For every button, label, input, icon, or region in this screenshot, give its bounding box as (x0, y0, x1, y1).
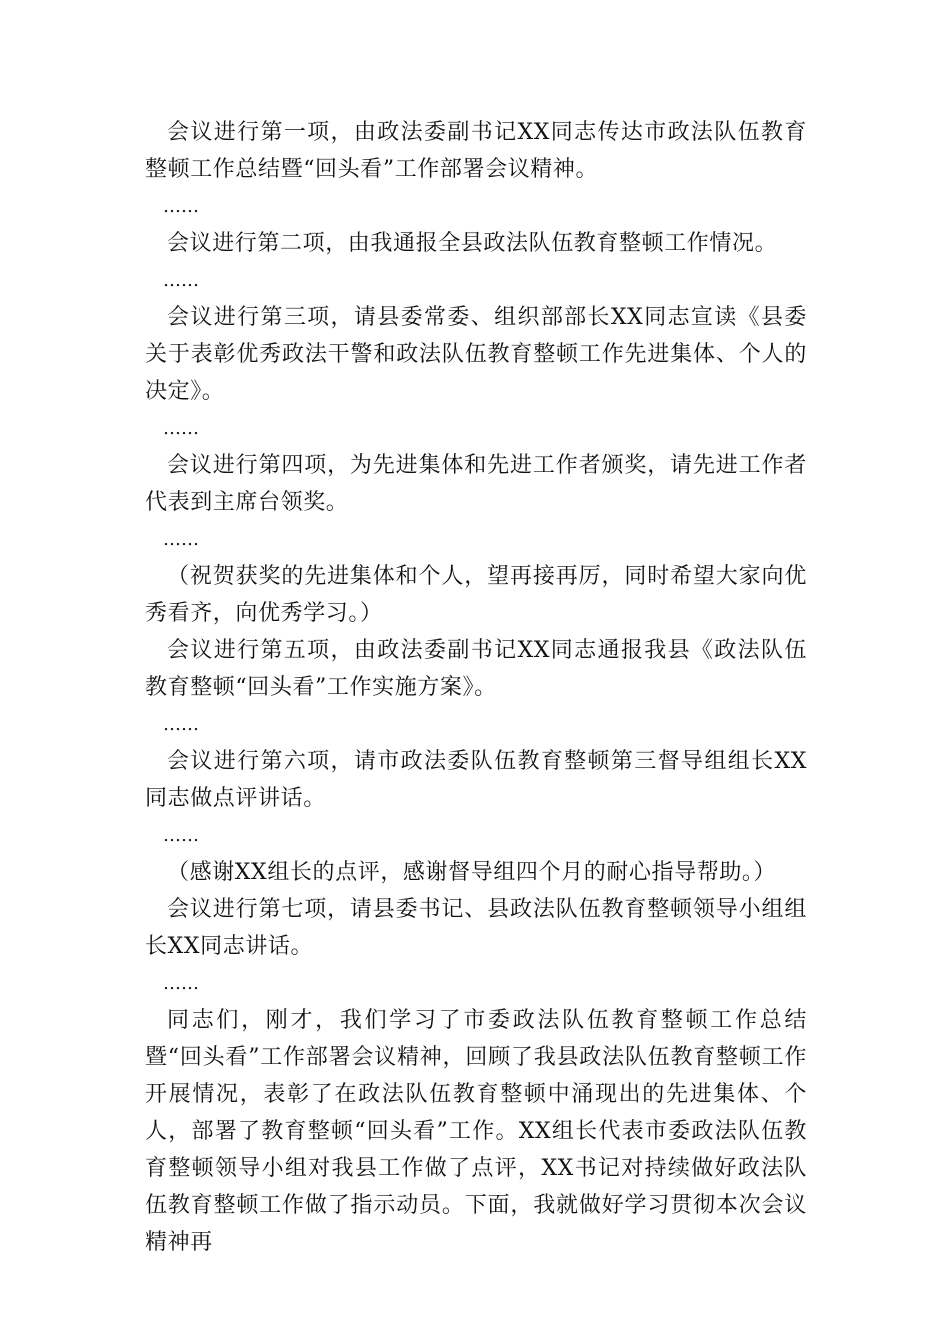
paragraph-item-3: 会议进行第三项，请县委常委、组织部部长XX同志宣读《县委关于表彰优秀政法干警和政法队伍教育整顿工作先进集体、个人的决定》。 (145, 305, 807, 404)
note-paragraph-thanks: （感谢XX组长的点评，感谢督导组四个月的耐心指导帮助。） (167, 860, 777, 885)
ellipsis-line: …… (163, 196, 199, 217)
paragraph-item-1: 会议进行第一项，由政法委副书记XX同志传达市政法队伍教育整顿工作总结暨“回头看”工作部署会议精神。 (145, 120, 807, 182)
paragraph-item-6: 会议进行第六项，请市政法委队伍教育整顿第三督导组组长XX同志做点评讲话。 (145, 749, 807, 811)
ellipsis-line: …… (163, 714, 199, 735)
ellipsis-line: …… (163, 825, 199, 846)
document-body (145, 114, 807, 1261)
paragraph-item-4: 会议进行第四项，为先进集体和先进工作者颁奖，请先进工作者代表到主席台领奖。 (145, 453, 807, 515)
ellipsis-line: …… (163, 270, 199, 291)
ellipsis-line: …… (163, 418, 199, 439)
note-paragraph-congrats: （祝贺获奖的先进集体和个人，望再接再厉，同时希望大家向优秀看齐，向优秀学习。） (145, 564, 807, 626)
ellipsis-line: …… (163, 973, 199, 994)
paragraph-item-7: 会议进行第七项，请县委书记、县政法队伍教育整顿领导小组组长XX同志讲话。 (145, 897, 807, 959)
ellipsis-line: …… (163, 529, 199, 550)
paragraph-item-5: 会议进行第五项，由政法委副书记XX同志通报我县《政法队伍教育整顿“回头看”工作实施方案》。 (145, 638, 807, 700)
speech-paragraph: 同志们，刚才，我们学习了市委政法队伍教育整顿工作总结暨“回头看”工作部署会议精神，回顾了我县政法队伍教育整顿工作开展情况，表彰了在政法队伍教育整顿中涌现出的先进集体、个人，部署了教育整顿“回头看”工作。XX组长代表市委政法队伍教育整顿领导小组对我县工作做了点评，XX书记对持续做好政法队伍教育整顿工作做了指示动员。下面，我就做好学习贯彻本次会议精神再 (145, 1008, 807, 1255)
paragraph-item-2: 会议进行第二项，由我通报全县政法队伍教育整顿工作情况。 (167, 231, 778, 256)
